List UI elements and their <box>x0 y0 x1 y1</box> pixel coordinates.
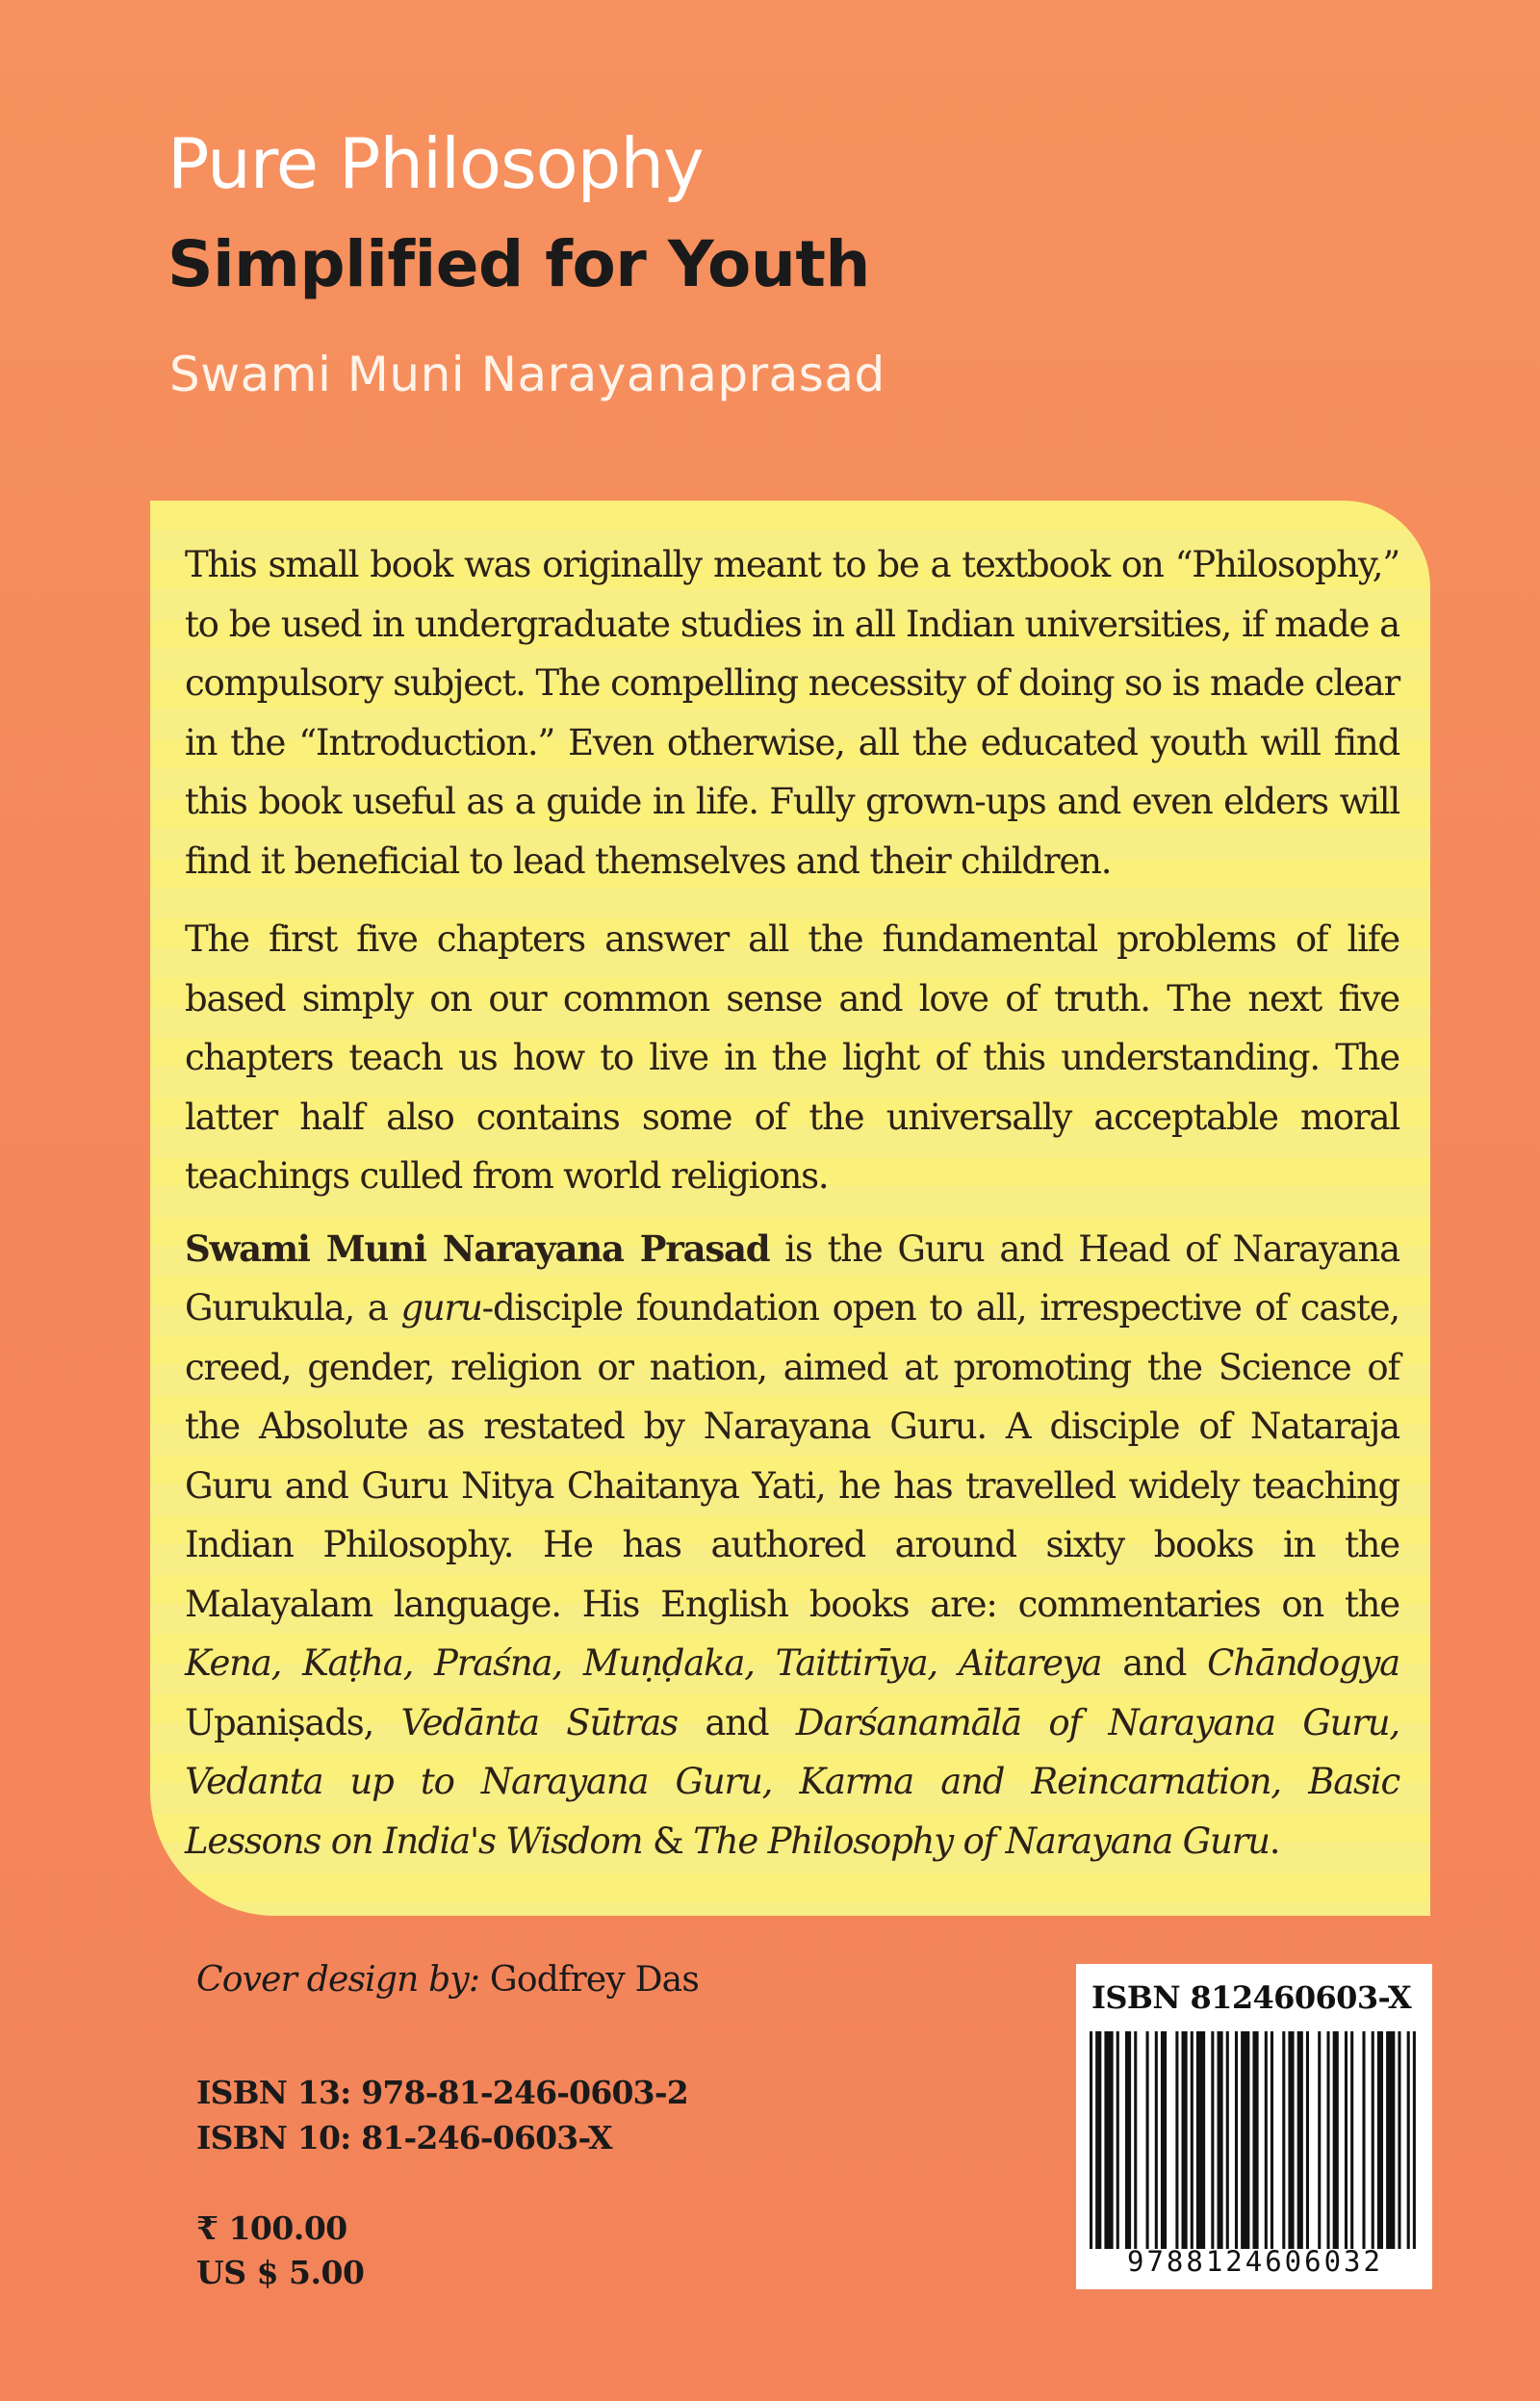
cover-design-credit <box>196 1960 699 2000</box>
bio-italic-chandogya: Chāndogya <box>1207 1642 1399 1684</box>
barcode-bar <box>1161 2031 1167 2249</box>
blurb-paragraph-2: The first five chapters answer all the fundamental problems of life based simply on our common sense and love of truth. The next five chapters teach us how to live in the light of this understanding. The latter half also contains some of the universally acceptable moral teachings culled from world religions. <box>185 918 1399 1197</box>
price-usd: US $ 5.00 <box>196 2254 365 2291</box>
bio-italic-books: Darśanamālā of Narayana Guru, Vedanta up to Narayana Guru, Karma and Reincarnation, Basic Lessons on India's Wisdom <box>185 1701 1399 1862</box>
barcode-bar <box>1191 2031 1194 2249</box>
author-bio-name: Swami Muni Narayana Prasad <box>185 1226 770 1270</box>
barcode-bar <box>1235 2031 1238 2249</box>
barcode-bar <box>1288 2031 1294 2249</box>
book-title: Pure Philosophy <box>167 123 704 204</box>
isbn-10: ISBN 10: 81-246-0603-X <box>196 2119 612 2156</box>
book-author: Swami Muni Narayanaprasad <box>169 347 886 402</box>
barcode-panel <box>1076 1964 1432 2289</box>
barcode-bar <box>1398 2031 1400 2249</box>
bio-text: Upaniṣads, <box>185 1701 401 1743</box>
bio-italic-guru: guru <box>400 1287 482 1329</box>
barcode-bar <box>1297 2031 1303 2249</box>
isbn-13: ISBN 13: 978-81-246-0603-2 <box>196 2074 688 2111</box>
barcode-bar <box>1265 2031 1268 2249</box>
blurb-panel <box>150 501 1430 1916</box>
barcode-bar <box>1270 2031 1273 2249</box>
barcode-bar <box>1282 2031 1285 2249</box>
barcode-bar <box>1211 2031 1214 2249</box>
barcode-bar <box>1252 2031 1258 2249</box>
barcode-digits: 9788124606032 <box>1127 2245 1383 2278</box>
barcode-bar <box>1372 2031 1374 2249</box>
barcode-bar <box>1318 2031 1321 2249</box>
blurb-paragraph-1: This small book was originally meant to be a textbook on “Philosophy,” to be used in undergraduate studies in all Indian universities, if made a compulsory subject. The compelling necessity of doing so is made clear in the “Introduction.” Even otherwise, all the educated youth will find this book useful as a guide in life. Fully grown-ups and even elders will find it beneficial to lead themselves and their children. <box>185 544 1399 882</box>
barcode-bar <box>1155 2031 1158 2249</box>
barcode-bar <box>1362 2031 1365 2249</box>
barcode-bar <box>1134 2031 1137 2249</box>
barcode-bar <box>1116 2031 1119 2249</box>
bio-text: is the Guru and Head of Narayana Gurukula, a <box>185 1227 1399 1329</box>
bio-text: and <box>677 1701 796 1743</box>
blurb-paragraph-3 <box>185 1220 1399 1872</box>
barcode-bar <box>1345 2031 1348 2249</box>
barcode-bar <box>1333 2031 1339 2249</box>
barcode-bar <box>1217 2031 1222 2249</box>
barcode-bar <box>1104 2031 1113 2249</box>
bio-text: . <box>1269 1820 1280 1862</box>
barcode-bar <box>1196 2031 1205 2249</box>
bio-italic-upanishads: Kena, Kaṭha, Praśna, Muṇḍaka, Taittirīya, Aitareya <box>185 1642 1102 1684</box>
bio-text: and <box>1101 1642 1208 1684</box>
credit-label: Cover design by: <box>196 1960 480 2000</box>
barcode-bar <box>1095 2031 1101 2249</box>
bio-text: -disciple foundation open to all, irrespective of caste, creed, gender, religion or nation, aimed at promoting the Science of the Absolute as restated by Narayana Guru. A disciple of Nataraja Guru and Guru Nitya Chaitanya Yati, he has travelled widely teaching Indian Philosophy. He has authored around sixty books in the Malayalam language. His English books are: commentaries on the <box>185 1287 1399 1625</box>
book-subtitle: Simplified for Youth <box>167 227 870 301</box>
bio-italic-philosophy: The Philosophy of Narayana Guru <box>693 1820 1270 1862</box>
barcode-bar <box>1413 2031 1416 2249</box>
barcode-isbn-label: ISBN 812460603-X <box>1091 1979 1412 2016</box>
barcode-bar <box>1125 2031 1131 2249</box>
bio-text: & <box>642 1820 694 1862</box>
isbn-numbers <box>196 2070 688 2160</box>
price-list <box>196 2207 364 2295</box>
barcode-bar <box>1175 2031 1178 2249</box>
barcode-bar <box>1090 2031 1092 2249</box>
barcode-bar <box>1377 2031 1383 2249</box>
barcode-bar <box>1326 2031 1329 2249</box>
barcode-bar <box>1386 2031 1395 2249</box>
barcode-bar <box>1182 2031 1188 2249</box>
barcode-bar <box>1306 2031 1309 2249</box>
barcode-bar <box>1407 2031 1410 2249</box>
barcode-bar <box>1350 2031 1353 2249</box>
blurb-text <box>185 535 1399 1890</box>
barcode-icon <box>1090 2031 1419 2249</box>
barcode-bar <box>1146 2031 1149 2249</box>
price-inr: ₹ 100.00 <box>196 2209 347 2247</box>
barcode-bar <box>1241 2031 1249 2249</box>
bio-italic-vedanta-sutras: Vedānta Sūtras <box>400 1701 678 1743</box>
barcode-bar <box>1226 2031 1229 2249</box>
credit-name: Godfrey Das <box>479 1960 699 2000</box>
